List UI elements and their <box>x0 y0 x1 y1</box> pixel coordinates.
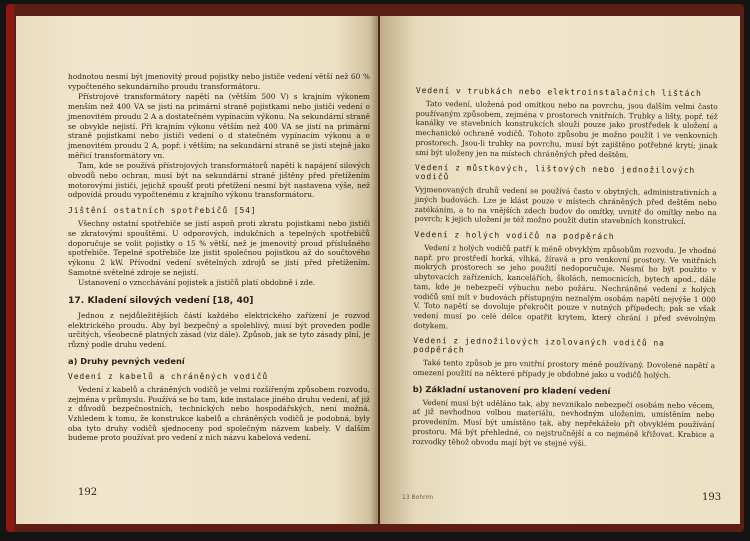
paragraph: hodnotou nesmí být jmenovitý proud pojistky nebo jističe vedení větší než 60 % vypočteného sekundárního proudu transformátoru. <box>68 72 370 91</box>
page-number-right: 193 <box>702 492 722 503</box>
page-number-left: 192 <box>78 487 98 498</box>
right-page <box>380 16 740 524</box>
heading-vedeni-z-kabelu: Vedení z kabelů a chráněných vodičů <box>68 371 269 381</box>
heading-jisteni-spotrebicu: Jištění ostatních spotřebičů [54] <box>68 206 257 216</box>
heading-vedeni-z-holych: Vedení z holých vodičů na podpěrách <box>414 230 615 242</box>
left-page <box>16 16 378 524</box>
subsection-heading-b: b) Základní ustanovení pro kladení vedení <box>412 383 611 396</box>
paragraph: Přístrojové transformátory napětí na (větším 500 V) s krajním výkonem menším než 400 VA se jistí na primární straně pojistkami nebo jističi vedení o jmenovitém proudu 2 A a dostatečném vypínacím výkonu. Na sekundární straně se obvykle nejistí. Při krajním výkonu větším než 400 VA se jistí na primární straně pojistkami nebo jističi vedení o d statečném vypínacím výkonu a o jmenovitém proudu 2 A, popř. i větším; na sekundární straně se jistí stejně jako měřicí transformátory vn. <box>68 92 370 160</box>
paragraph: Ustanovení o vzncchávání pojistek a jističů platí obdobně i zde. <box>78 278 316 288</box>
paragraph: Vedení z kabelů a chráněných vodičů je velmi rozšířeným způsobem rozvodu, zejména v průmyslu. Používá se ho tam, kde instalace jiného druhu vedení, ať již z důvodů bezpečnostních, technických nebo hospodářských, není možná. Vzhledem k tomu, že konstrukce kabelů a chráněných vodičů je podobná, byly oba tyto druhy vodičů sjednoceny pod společným názvem kabely. V dalším budeme proto používat pro vedení z nich názvu kabelová vedení. <box>68 384 370 443</box>
paragraph: Vyjmenovaných druhů vedení se používá často v obytných, administrativních a jiných budovách. Lze je klást pouze v místech chráněných před deštěm nebo zatékáním, a to na vnějších zdech budov do omítky, uvnitř do omítky nebo na povrch; k jejich uložení je též možno použít dutin stavebních konstrukcí. <box>414 185 717 227</box>
heading-vedeni-v-trubkach: Vedení v trubkách nebo elektroinstalačních lištách <box>415 85 702 98</box>
paragraph: Také tento způsob je pro vnitřní prostory méně používaný. Dovolené napětí a omezení použití na některé případy je obdobné jako u vodičů holých. <box>412 358 716 380</box>
paragraph: Jednou z nejdůležitějších částí každého elektrického zařízení je rozvod elektrického proudu. Aby byl bezpečný a spolehlivý, musí být proveden podle určitých, všeobecně platných zásad (viz dále). Způsob, jak se tyto zásady plní, je různý podle druhu vedení. <box>68 311 370 350</box>
paragraph: Tato vedení, uložená pod omítkou nebo na povrchu, jsou dalším velmi často používaným způsobem, zejména v prostorech vnitřních. Trubky a lišty, popř. též kanálky ve stavebních konstrukcích slouží pouze jako prostředek k uložení a mechanické ochraně vodičů. Tohoto způsobu je možno použít i ve venkovních prostorech. Jsou-li trubky na povrchu, musí být zajištěno potřebné krytí; jinak smí být uloženy jen na místech chráněných před deštěm. <box>415 99 718 159</box>
section-heading: 17. Kladení silových vedení [18, 40] <box>68 295 254 307</box>
book-cover-edge <box>6 4 14 532</box>
left-page-content <box>68 72 370 444</box>
paragraph: Vedení musí být uděláno tak, aby nevznikalo nebezpečí osobám nebo věcem, ať již nevhodnou volbou materiálu, nevhodným uložením, umístěním nebo provedením. Musí být umístěno tak, aby nepřekáželo při obvyklém používání prostoru. Má být přehledné, co nejstručnější a co nejméně křižovat. Krabice a rozvodky těhož obvodu mají být ve stejné výši. <box>412 397 715 448</box>
book <box>6 4 744 532</box>
right-page-content <box>412 80 718 450</box>
paragraph: Všechny ostatní spotřebiče se jistí aspoň proti zkratu pojistkami nebo jističi se zkratovými spouštěmi. U odporových, indukčních a tepelných spotřebičů doporučuje se volit pojistky o 15 % větší, než je jmenovitý proud příslušného spotřebiče. Tepelné spotřebiče lze jistit společnou pojistkou až do součtového výkonu 2 kW. Přívodní vedení světelných zdrojů se jistí před přetížením. Samotné světelné zdroje se nejistí. <box>68 219 370 277</box>
footer-note: 13 Bohrim <box>402 494 434 501</box>
heading-vedeni-z-izolovanych: Vedení z jednožilových izolovaných vodičů na podpěrách <box>413 336 665 355</box>
subsection-heading-a: a) Druhy pevných vedení <box>68 355 185 366</box>
paragraph: Tam, kde se používá přístrojových transformátorů napětí k napájení silových obvodů nebo ochran, musí být na sekundární straně jištěny před přetížením motorovými jističi, jejichž spoušť proti přetížení nesmí být nastavena výše, než odpovídá proudu vypočtenému z krajního výkonu transformátoru. <box>68 161 370 200</box>
heading-vedeni-z-mustkovych: Vedení z můstkových, lištových nebo jednožilových vodičů <box>414 163 696 182</box>
paragraph: Vedení z holých vodičů patří k méně obvyklým způsobům rozvodu. Je vhodné např. pro prostředí horká, vlhká, žíravá a pro venkovní prostory. Ve vnitřních mokrých prostorech se jeho použití nedoporučuje. Nesmí ho být použito v ubytovacích zařízeních, kancelářích, školách, nemocnicích, bytech apod., dále tam, kde je nebezpečí výbuchu nebo požáru. Nechráněné vedení z holých vodičů smí mít v budovách přístupným neznalým osobám napětí nejvýše 1 000 V. Toto napětí se dovoluje překročit pouze v nutných případech; pak se však vedení musí po celé délce opatřit krytem, který chrání i před svévolným dotykem. <box>413 243 717 331</box>
